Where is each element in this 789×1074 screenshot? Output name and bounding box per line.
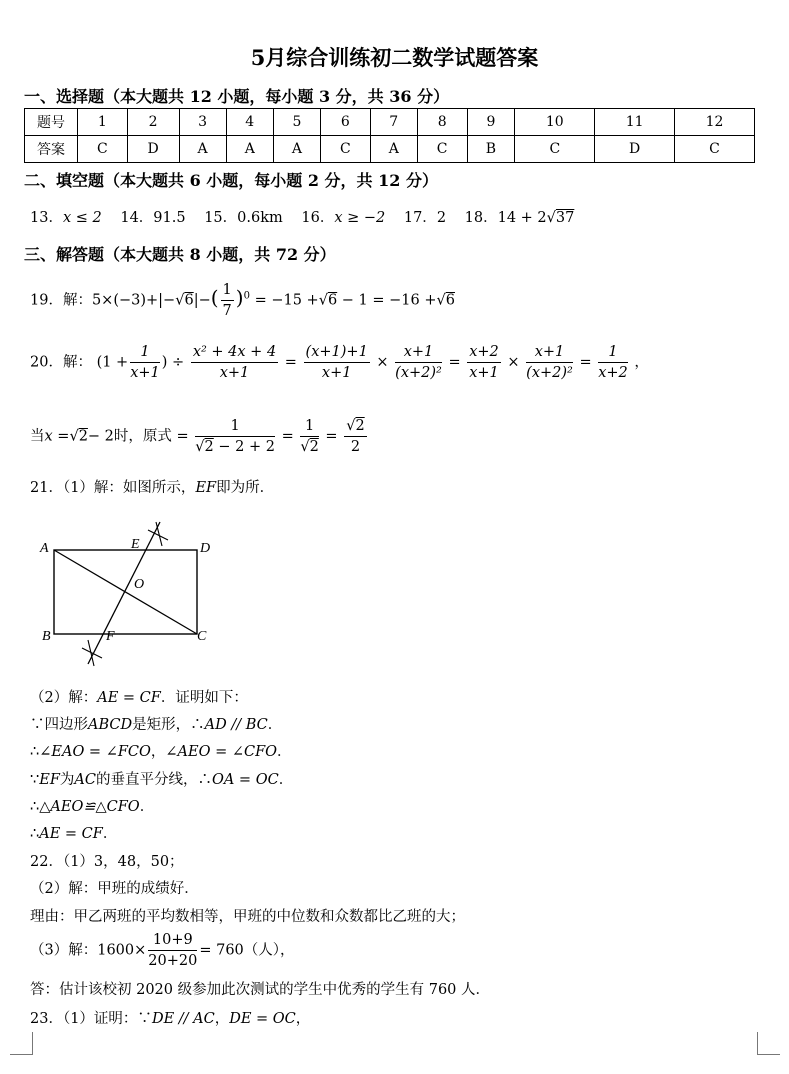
q21-text: 即为所． [216, 480, 275, 496]
q18-answer: 14 + 2 [497, 210, 547, 226]
q21-text: ． [102, 826, 118, 842]
denominator-rest: − 2 + 2 [218, 439, 275, 455]
numerator: 1 [195, 416, 275, 437]
denominator [195, 437, 275, 457]
q21-math: EF [39, 772, 60, 788]
q20-expr: ) ÷ [161, 354, 185, 371]
q19-expr: |− [193, 292, 211, 309]
table-cell: C [321, 136, 371, 163]
paren: ) [235, 285, 244, 310]
q23-math: DE = OC [229, 1011, 296, 1027]
paren: ( [210, 285, 219, 310]
line-ef [88, 522, 160, 664]
q19-expr: 5×(−3)+|− [91, 292, 176, 309]
table-cell: A [370, 136, 417, 163]
q20-fraction [467, 342, 501, 383]
q18-label: 18． [464, 210, 498, 226]
denominator: x+1 [219, 365, 250, 381]
radicand: 2 [309, 439, 319, 455]
q19-solution [30, 280, 455, 321]
q16-label: 16． [301, 210, 335, 226]
table-cell: 3 [179, 109, 226, 136]
q20-expr: (1 + [96, 354, 129, 371]
q21-math: AE = CF [97, 690, 161, 706]
q20-fraction [300, 416, 318, 457]
q20-fraction [526, 342, 573, 383]
sqrt-sign: √ [175, 292, 185, 309]
sqrt-sign: √ [318, 292, 328, 309]
q19-radicand: 6 [184, 292, 194, 309]
q23-math: DE // AC [151, 1011, 215, 1027]
comma: ， [634, 354, 649, 371]
q21-part2-line2 [30, 713, 282, 734]
denominator: x+1 [321, 365, 352, 381]
numerator: (x+1)+1 [304, 342, 370, 363]
q21-text: ∴ [30, 744, 40, 760]
q14-label: 14． [120, 210, 154, 226]
q20-fraction [304, 342, 370, 383]
q21-math: △AEO≌△CFO [39, 799, 140, 815]
table-cell: 4 [226, 109, 273, 136]
denominator: 2 [350, 439, 361, 455]
q21-part2-line3 [30, 740, 292, 761]
q21-text: 为 [59, 772, 75, 788]
q21-math: EF [195, 480, 217, 496]
table-cell: 2 [127, 109, 179, 136]
table-header-answer: 答案 [25, 136, 78, 163]
q21-part2-line4 [30, 768, 293, 789]
table-cell: C [417, 136, 467, 163]
q20-substitution [30, 416, 369, 457]
q19-expr: = −15 + [254, 292, 319, 309]
q20-fraction [395, 342, 442, 383]
denominator: 7 [222, 303, 232, 319]
point-label-b: B [42, 629, 51, 644]
table-row-answers [25, 136, 755, 163]
q17-label: 17． [403, 210, 437, 226]
q23-text: 23．（1）证明：∵ [30, 1011, 152, 1027]
q14-answer: 91.5 [153, 210, 186, 226]
q22-line3: 理由：甲乙两班的平均数相等，甲班的中位数和众数都比乙班的大； [30, 909, 465, 925]
q21-text: ． [267, 717, 283, 733]
denominator: x+1 [130, 365, 160, 381]
numerator: x+1 [395, 342, 442, 363]
q21-math: ABCD [88, 717, 133, 733]
sqrt-sign: √ [69, 428, 79, 445]
radicand: 2 [78, 428, 88, 445]
section-heading-fill: 二、填空题（本大题共 6 小题，每小题 2 分，共 12 分） [24, 171, 438, 190]
table-cell: C [675, 136, 755, 163]
table-cell: A [226, 136, 273, 163]
table-cell: 6 [321, 109, 371, 136]
q23-text: ， [214, 1011, 230, 1027]
q15-label: 15． [204, 210, 238, 226]
q21-part2-line1 [30, 686, 248, 707]
q20-expr: x = [44, 428, 70, 445]
numerator [344, 416, 366, 437]
denominator: (x+2)² [526, 365, 573, 381]
q21-text: 21．（1）解：如图所示， [30, 480, 196, 496]
q21-math: AE = CF [39, 826, 103, 842]
times: × [507, 354, 520, 371]
q19-radicand: 6 [445, 292, 455, 309]
numerator: 1 [300, 416, 318, 437]
q20-fraction [344, 416, 366, 457]
answer-table [24, 108, 755, 163]
numerator: 1 [221, 280, 234, 301]
q21-text: （2）解： [30, 690, 98, 706]
table-cell: 12 [675, 109, 755, 136]
sqrt-sign: √ [436, 292, 446, 309]
table-cell: 1 [78, 109, 128, 136]
q22-text: = 760（人）， [199, 942, 295, 959]
denominator: 20+20 [148, 953, 198, 969]
q21-part1 [30, 476, 274, 497]
q20-label: 20．解： [30, 354, 92, 371]
page-corner-mark-left [10, 1032, 33, 1055]
q19-fraction [221, 280, 234, 321]
table-cell: 8 [417, 109, 467, 136]
numerator: x² + 4x + 4 [191, 342, 278, 363]
q19-label: 19．解： [30, 292, 92, 309]
q21-text: 的垂直平分线，∴ [95, 772, 212, 788]
point-label-e: E [131, 537, 140, 552]
q21-text: ∴ [30, 799, 40, 815]
radicand: 2 [204, 439, 214, 455]
page-title: 5月综合训练初二数学试题答案 [250, 45, 539, 70]
q19-expr: − 1 = −16 + [341, 292, 437, 309]
equals: = [448, 354, 461, 371]
table-cell: D [127, 136, 179, 163]
q15-answer: 0.6km [237, 210, 283, 226]
q13-answer: x ≤ 2 [62, 210, 102, 226]
q21-part2-line5 [30, 795, 154, 816]
q20-fraction [195, 416, 275, 457]
q20-text: − 2时，原式 = [87, 428, 189, 445]
q23-text: ， [295, 1011, 311, 1027]
point-label-o: O [134, 577, 145, 592]
table-header-number: 题号 [25, 109, 78, 136]
table-cell: 10 [515, 109, 595, 136]
table-cell: 9 [467, 109, 515, 136]
denominator: x+2 [598, 365, 628, 381]
q21-text: 是矩形，∴ [132, 717, 205, 733]
exponent: 0 [243, 290, 250, 302]
q21-math: ∠EAO = ∠FCO [39, 744, 151, 760]
q21-text: ， [150, 744, 166, 760]
point-label-f: F [106, 629, 115, 644]
numerator: x+2 [467, 342, 501, 363]
diagonal-ac [54, 550, 197, 634]
q20-fraction [191, 342, 278, 383]
section-heading-choice: 一、选择题（本大题共 12 小题，每小题 3 分，共 36 分） [24, 87, 450, 106]
q20-text: 当 [30, 428, 45, 445]
q21-text: ．证明如下： [160, 690, 248, 706]
q21-text: ∵四边形 [30, 717, 88, 733]
table-cell: D [595, 136, 675, 163]
q22-text: （3）解：1600× [30, 942, 147, 959]
sqrt-sign: √ [300, 439, 310, 455]
q21-math: ∠AEO = ∠CFO [165, 744, 278, 760]
q21-text: ． [278, 772, 294, 788]
denominator: x+1 [469, 365, 499, 381]
table-cell: 7 [370, 109, 417, 136]
numerator: 1 [598, 342, 628, 363]
times: × [376, 354, 389, 371]
point-label-a: A [40, 541, 49, 556]
q21-part2-line6 [30, 822, 117, 843]
numerator: 10+9 [148, 930, 197, 951]
q13-label: 13． [30, 210, 63, 226]
q16-answer: x ≥ −2 [334, 210, 386, 226]
table-cell: C [78, 136, 128, 163]
table-cell: C [515, 136, 595, 163]
point-label-c: C [197, 629, 207, 644]
q20-fraction [130, 342, 160, 383]
sqrt-sign: √ [195, 439, 205, 455]
table-cell: 5 [273, 109, 320, 136]
sqrt-sign: √ [546, 210, 556, 226]
table-cell: 11 [595, 109, 675, 136]
q20-solution [30, 342, 649, 383]
q22-line2: （2）解：甲班的成绩好． [30, 881, 199, 897]
equals: = [579, 354, 592, 371]
equals: = [281, 428, 294, 445]
denominator [300, 437, 318, 457]
q22-line1: 22．（1）3，48，50； [30, 854, 184, 870]
page-corner-mark-right [757, 1032, 780, 1055]
q22-line5: 答：估计该校初 2020 级参加此次测试的学生中优秀的学生有 760 人． [30, 982, 491, 998]
q21-math: OA = OC [211, 772, 279, 788]
q21-math: AC [74, 772, 96, 788]
q22-fraction [148, 930, 197, 971]
table-cell: B [467, 136, 515, 163]
equals: = [284, 354, 297, 371]
q21-text: ∵ [30, 772, 40, 788]
rectangle-diagram [30, 510, 230, 675]
q21-text: ． [139, 799, 155, 815]
q19-radicand: 6 [327, 292, 338, 309]
table-cell: A [273, 136, 320, 163]
equals: = [325, 428, 338, 445]
q23-line1 [30, 1007, 310, 1028]
table-row-numbers [25, 109, 755, 136]
sqrt-sign: √ [346, 418, 356, 434]
q21-text: ∴ [30, 826, 40, 842]
q17-answer: 2 [436, 210, 447, 226]
numerator: x+1 [526, 342, 573, 363]
point-label-d: D [200, 541, 211, 556]
denominator: (x+2)² [395, 365, 442, 381]
fill-answers [30, 206, 574, 227]
table-cell: A [179, 136, 226, 163]
q22-line4 [30, 930, 295, 971]
section-heading-solution: 三、解答题（本大题共 8 小题，共 72 分） [24, 245, 336, 264]
q21-text: ． [277, 744, 292, 760]
q20-fraction [598, 342, 628, 383]
q21-math: AD // BC [204, 717, 268, 733]
q18-radicand: 37 [555, 210, 575, 226]
arc-mark-bottom [82, 640, 102, 666]
numerator: 1 [130, 342, 160, 363]
radicand: 2 [355, 418, 365, 434]
